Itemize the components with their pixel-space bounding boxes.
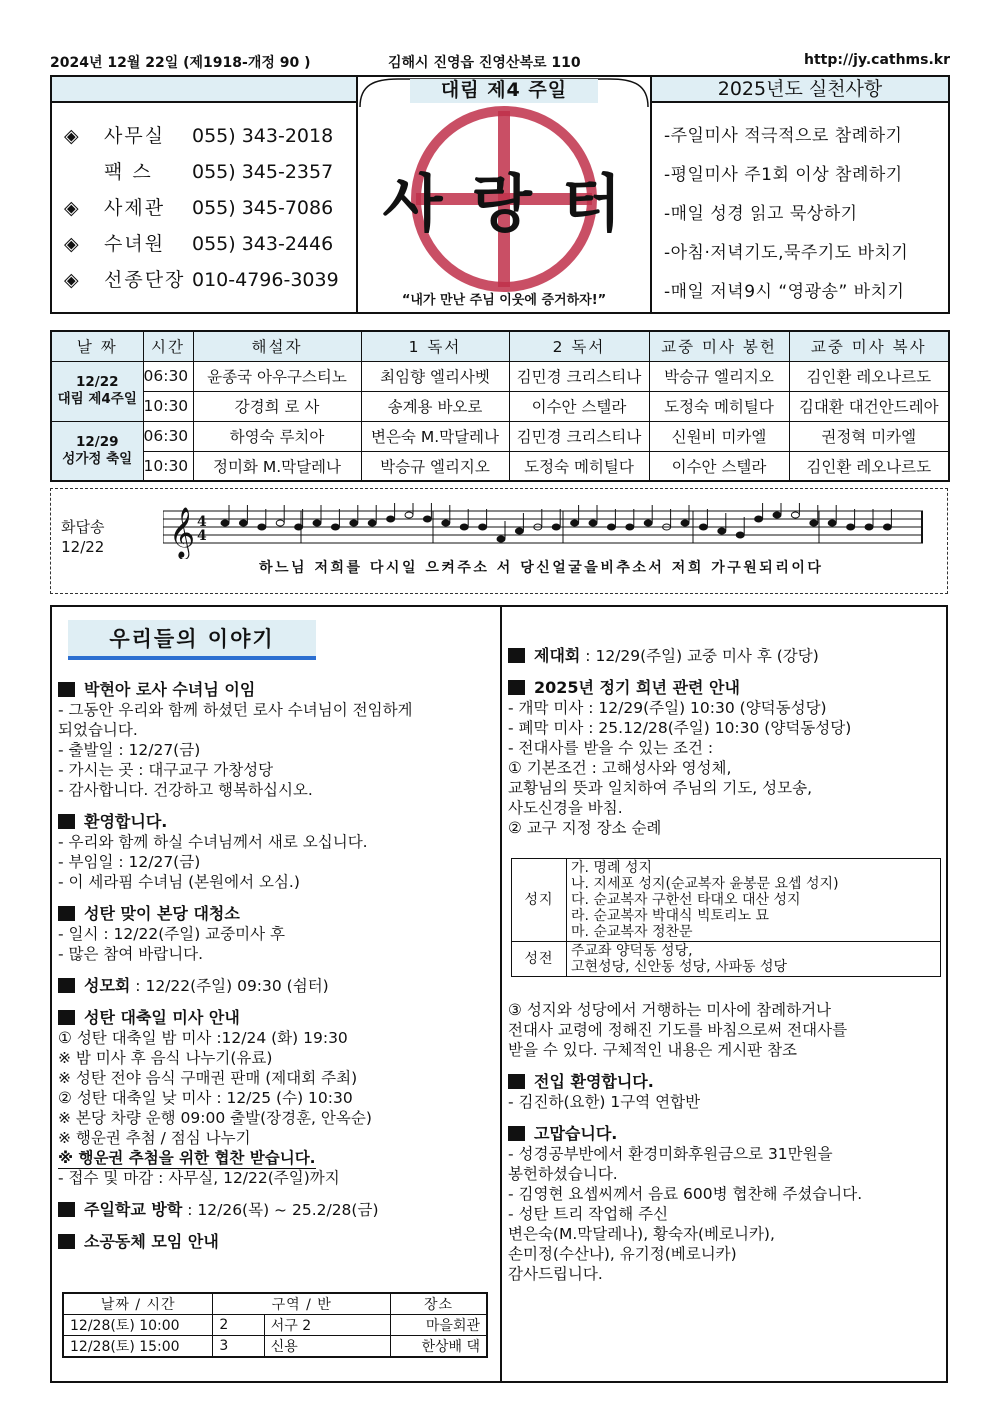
psalm-label <box>61 517 104 557</box>
heading-text: 고맙습니다. <box>534 1124 618 1143</box>
music-note <box>773 512 781 518</box>
story-line: - 개막 미사 : 12/29(주일) 10:30 (양덕동성당) <box>508 699 827 717</box>
story-line: ※ 성탄 전야 음식 구매권 판매 (제대회 주최) <box>58 1069 358 1087</box>
story-line: - 부임일 : 12/27(금) <box>58 853 201 871</box>
music-note <box>423 516 431 522</box>
heading-text: 성모회 <box>84 976 131 995</box>
story-line: 변은숙(M.막달레나), 황숙자(베로니카), <box>508 1225 775 1243</box>
story-line: - 우리와 함께 하실 수녀님께서 새로 오십니다. <box>58 833 368 851</box>
contact-bullet: ◈ <box>64 125 79 147</box>
practice-item: -주일미사 적극적으로 참례하기 <box>664 126 903 146</box>
music-note <box>368 520 376 526</box>
schedule-time: 10:30 <box>143 451 193 481</box>
parish-url[interactable]: http://jy.cathms.kr <box>803 52 950 68</box>
music-note <box>607 524 615 530</box>
psalm-staff <box>163 503 923 559</box>
music-note <box>571 520 579 526</box>
contact-phone: 055) 343-2018 <box>192 125 334 147</box>
story-line: ※ 본당 차량 운행 09:00 출발(장경훈, 안옥순) <box>58 1109 372 1127</box>
schedule-row <box>51 361 949 391</box>
heading-text: 성탄 대축일 미사 안내 <box>84 1008 240 1027</box>
music-note <box>810 520 818 526</box>
story-heading <box>508 646 819 666</box>
pilgrimage-row <box>512 942 941 977</box>
schedule-header: 해설자 <box>193 331 361 361</box>
story-line: 사도신경을 바침. <box>508 799 623 817</box>
group-table-cell: 2 <box>213 1315 264 1336</box>
practice-title: 2025년도 실천사항 <box>652 77 948 103</box>
music-note <box>699 524 707 530</box>
story-line: - 감사합니다. 건강하고 행복하십시오. <box>58 781 313 799</box>
music-note <box>350 520 358 526</box>
schedule-date-day: 12/29 <box>75 433 119 450</box>
masthead <box>358 75 650 314</box>
music-note <box>387 516 395 522</box>
music-note <box>313 520 321 526</box>
story-line: - 그동안 우리와 함께 하셨던 로사 수녀님이 전임하게 <box>58 701 413 719</box>
pilgrimage-place: 나. 지세포 성지(순교복자 윤봉문 요셉 성지) <box>571 876 839 892</box>
heading-text: 박현아 로사 수녀님 이임 <box>84 680 256 699</box>
svg-text:𝄞: 𝄞 <box>169 507 196 558</box>
music-note <box>331 524 339 530</box>
pilgrimage-place: 고현성당, 신안동 성당, 사파동 성당 <box>571 959 788 975</box>
heading-square-icon <box>58 1234 75 1249</box>
story-heading <box>58 976 329 996</box>
music-note <box>681 520 689 526</box>
practice-item: -아침·저녁기도,묵주기도 바치기 <box>664 243 909 263</box>
heading-square-icon <box>58 1202 75 1217</box>
heading-square-icon <box>58 1010 75 1025</box>
music-note <box>405 512 413 518</box>
schedule-header: 1 독서 <box>361 331 509 361</box>
contact-bullet: ◈ <box>64 197 79 219</box>
schedule-cell: 윤종국 아우구스티노 <box>193 361 361 391</box>
music-note <box>828 520 836 526</box>
story-line: - 가시는 곳 : 대구교구 가창성당 <box>58 761 274 779</box>
story-heading <box>58 1232 219 1252</box>
music-note <box>626 524 634 530</box>
schedule-header: 날 짜 <box>51 331 143 361</box>
pilgrimage-place: 다. 순교복자 구한선 타대오 대산 성지 <box>571 892 801 908</box>
group-table-header: 구역 / 반 <box>213 1293 391 1315</box>
schedule-row <box>51 391 949 421</box>
heading-square-icon <box>58 682 75 697</box>
sunday-title: 대림 제4 주일 <box>440 79 568 101</box>
schedule-time: 10:30 <box>143 391 193 421</box>
music-note <box>755 516 763 522</box>
heading-text: 제대회 <box>534 646 581 665</box>
top-info-line <box>50 50 950 72</box>
pilgrimage-sites-table <box>511 858 941 977</box>
contact-bullet: ◈ <box>64 233 79 255</box>
newsletter-motto: “내가 만난 주님 이웃에 증거하자!” <box>401 293 607 308</box>
group-table-cell: 신용 <box>264 1336 390 1358</box>
schedule-cell: 신원비 미카엘 <box>649 421 789 451</box>
group-table-cell: 서구 2 <box>264 1315 390 1336</box>
schedule-cell: 변은숙 M.막달레나 <box>361 421 509 451</box>
group-table-row <box>63 1315 487 1336</box>
music-note <box>239 520 247 526</box>
heading-text: 전입 환영합니다. <box>534 1072 654 1091</box>
schedule-row <box>51 451 949 481</box>
story-line: - 성탄 트리 작업해 주신 <box>508 1205 669 1223</box>
pilgrimage-type: 성지 <box>512 859 567 942</box>
contact-label: 수녀원 <box>104 233 166 255</box>
schedule-cell: 이수안 스텔라 <box>649 451 789 481</box>
story-line: ※ 행운권 추첨을 위한 협찬 받습니다. <box>58 1149 316 1167</box>
issue-date: 2024년 12월 22일 (제1918-개정 90 ) <box>50 55 311 71</box>
music-note <box>644 520 652 526</box>
contact-label: 팩 스 <box>104 161 153 183</box>
contact-row <box>64 121 333 148</box>
practice-item: -매일 성경 읽고 묵상하기 <box>664 204 858 224</box>
heading-square-icon <box>58 906 75 921</box>
music-note <box>883 524 891 530</box>
schedule-cell: 도정숙 메히틸다 <box>649 391 789 421</box>
heading-detail: : 12/26(목) ~ 25.2/28(금) <box>182 1201 379 1219</box>
schedule-header: 교중 미사 복사 <box>789 331 949 361</box>
story-line: - 출발일 : 12/27(금) <box>58 741 201 759</box>
story-line: 받을 수 있다. 구체적인 내용은 게시판 참조 <box>508 1041 798 1059</box>
contact-box-bar <box>52 77 356 103</box>
schedule-date <box>51 421 143 481</box>
schedule-date-feast: 성가정 축일 <box>62 450 133 467</box>
contact-phone: 055) 345-2357 <box>192 161 334 183</box>
group-table-cell: 3 <box>213 1336 264 1358</box>
story-line: ① 기본조건 : 고해성사와 영성체, <box>508 759 732 777</box>
contact-row <box>64 193 333 220</box>
music-note <box>258 524 266 530</box>
story-heading <box>58 680 255 700</box>
story-line: ② 성탄 대축일 낮 미사 : 12/25 (수) 10:30 <box>58 1089 353 1107</box>
heading-square-icon <box>58 978 75 993</box>
schedule-cell: 송계용 바오로 <box>361 391 509 421</box>
music-note <box>479 524 487 530</box>
schedule-header: 교중 미사 봉헌 <box>649 331 789 361</box>
contact-row <box>64 265 339 292</box>
pilgrimage-row <box>512 859 941 942</box>
ministry-schedule-table <box>50 330 950 482</box>
schedule-cell: 박승규 엘리지오 <box>361 451 509 481</box>
contact-phone: 010-4796-3039 <box>192 269 339 291</box>
schedule-row <box>51 421 949 451</box>
schedule-cell: 권정혁 미카엘 <box>789 421 949 451</box>
schedule-date <box>51 361 143 421</box>
schedule-cell: 강경희 로 사 <box>193 391 361 421</box>
schedule-time: 06:30 <box>143 361 193 391</box>
svg-text:4: 4 <box>197 514 207 530</box>
heading-text: 환영합니다. <box>84 812 168 831</box>
group-table-row <box>63 1336 487 1358</box>
schedule-header: 시간 <box>143 331 193 361</box>
group-table-cell: 마을회관 <box>391 1315 487 1336</box>
psalm-lyrics: 하느님 저희를 다시일 으켜주소 서 당신얼굴을비추소서 저희 가구원되리이다 <box>259 560 824 576</box>
group-table-header: 장소 <box>391 1293 487 1315</box>
heading-text: 2025년 정기 희년 관련 안내 <box>534 678 740 697</box>
music-note <box>552 524 560 530</box>
story-line: ※ 밤 미사 후 음식 나누기(유료) <box>58 1049 273 1067</box>
schedule-time: 06:30 <box>143 421 193 451</box>
schedule-header: 2 독서 <box>509 331 649 361</box>
pilgrimage-places <box>567 859 941 942</box>
svg-text:4: 4 <box>197 528 207 544</box>
music-note <box>221 520 229 526</box>
parish-address: 김해시 진영읍 진영산복로 110 <box>388 55 581 71</box>
stories-title: 우리들의 이야기 <box>68 620 316 660</box>
schedule-cell: 김인환 레오나르도 <box>789 361 949 391</box>
music-note <box>497 536 505 542</box>
heading-text: 소공동체 모임 안내 <box>84 1232 219 1251</box>
story-line: - 김영현 요셉씨께서 음료 600병 협찬해 주셨습니다. <box>508 1185 863 1203</box>
column-divider <box>500 605 502 1383</box>
story-line: ※ 행운권 추첨 / 점심 나누기 <box>58 1129 251 1147</box>
pilgrimage-place: 주교좌 양덕동 성당, <box>571 943 693 959</box>
schedule-cell: 이수안 스텔라 <box>509 391 649 421</box>
music-note <box>442 520 450 526</box>
group-table-cell: 12/28(토) 15:00 <box>63 1336 213 1358</box>
story-heading <box>58 812 167 832</box>
schedule-cell: 김민경 크리스티나 <box>509 361 649 391</box>
schedule-cell: 정미화 M.막달레나 <box>193 451 361 481</box>
pilgrimage-type: 성전 <box>512 942 567 977</box>
practice-box <box>650 75 950 314</box>
story-heading <box>508 678 740 698</box>
group-table-cell: 한상배 댁 <box>391 1336 487 1358</box>
heading-square-icon <box>508 680 525 695</box>
music-note <box>515 528 523 534</box>
heading-square-icon <box>58 814 75 829</box>
practice-item: -매일 저녁9시 “영광송” 바치기 <box>664 282 905 302</box>
story-line: 손미정(수산나), 유기정(베로니카) <box>508 1245 737 1263</box>
psalm-label-date: 12/22 <box>61 538 105 556</box>
music-note <box>736 532 744 538</box>
group-table-header: 날짜 / 시간 <box>63 1293 213 1315</box>
story-line: - 성경공부반에서 환경미화후원금으로 31만원을 <box>508 1145 833 1163</box>
newsletter-name: 사 랑 터 <box>382 167 626 240</box>
practice-item: -평일미사 주1회 이상 참례하기 <box>664 165 903 185</box>
music-note <box>865 524 873 530</box>
heading-text: 주일학교 방학 <box>84 1200 183 1219</box>
pilgrimage-place: 가. 명례 성지 <box>571 860 652 876</box>
story-line: 되었습니다. <box>58 721 138 739</box>
contact-label: 사제관 <box>104 197 166 219</box>
story-line: ② 교구 지정 장소 순례 <box>508 819 662 837</box>
story-line: 전대사 교령에 정해진 기도를 바침으로써 전대사를 <box>508 1021 848 1039</box>
story-line: - 이 세라핌 수녀님 (본원에서 오심.) <box>58 873 300 891</box>
schedule-date-day: 12/22 <box>75 374 119 390</box>
story-heading <box>58 1008 240 1028</box>
music-note <box>791 512 799 518</box>
story-line: - 김진하(요한) 1구역 연합반 <box>508 1093 701 1111</box>
psalm-box <box>50 488 948 594</box>
heading-square-icon <box>508 1074 525 1089</box>
schedule-date-feast: 대림 제4주일 <box>57 391 137 407</box>
pilgrimage-places <box>567 942 941 977</box>
small-community-table <box>62 1292 488 1358</box>
music-note <box>847 524 855 530</box>
music-note <box>460 524 468 530</box>
story-line: 봉헌하셨습니다. <box>508 1165 618 1183</box>
heading-detail: : 12/22(주일) 09:30 (쉼터) <box>130 977 329 995</box>
contact-label: 선종단장 <box>104 269 186 291</box>
story-heading <box>508 1072 654 1092</box>
story-line: - 많은 참여 바랍니다. <box>58 945 204 963</box>
heading-detail: : 12/29(주일) 교중 미사 후 (강당) <box>580 647 819 665</box>
story-line: - 일시 : 12/22(주일) 교중미사 후 <box>58 925 285 943</box>
pilgrimage-place: 마. 순교복자 정찬문 <box>571 924 693 940</box>
story-line: 교황님의 뜻과 일치하여 주님의 기도, 성모송, <box>508 779 813 797</box>
contact-phone: 055) 345-7086 <box>192 197 334 219</box>
story-line: - 폐막 미사 : 25.12/28(주일) 10:30 (양덕동성당) <box>508 719 852 737</box>
contact-row <box>64 229 333 256</box>
music-note <box>718 528 726 534</box>
schedule-cell: 김대환 대건안드레아 <box>789 391 949 421</box>
heading-square-icon <box>508 648 525 663</box>
story-heading <box>58 1200 379 1220</box>
schedule-cell: 하영숙 루치아 <box>193 421 361 451</box>
schedule-cell: 최임향 엘리사벳 <box>361 361 509 391</box>
music-note <box>589 520 597 526</box>
contact-row <box>64 157 333 184</box>
schedule-cell: 김인환 레오나르도 <box>789 451 949 481</box>
contact-phone: 055) 343-2446 <box>192 233 334 255</box>
story-line: - 전대사를 받을 수 있는 조건 : <box>508 739 714 757</box>
schedule-cell: 김민경 크리스티나 <box>509 421 649 451</box>
schedule-cell: 박승규 엘리지오 <box>649 361 789 391</box>
psalm-label-title: 화답송 <box>61 518 105 536</box>
story-heading <box>508 1124 617 1144</box>
story-line: ③ 성지와 성당에서 거행하는 미사에 참례하거나 <box>508 1001 832 1019</box>
story-line: ① 성탄 대축일 밤 미사 :12/24 (화) 19:30 <box>58 1029 348 1047</box>
schedule-cell: 도정숙 메히틸다 <box>509 451 649 481</box>
contact-label: 사무실 <box>104 125 166 147</box>
group-table-cell: 12/28(토) 10:00 <box>63 1315 213 1336</box>
pilgrimage-place: 라. 순교복자 박대식 빅토리노 묘 <box>571 908 770 924</box>
story-heading <box>58 904 240 924</box>
heading-square-icon <box>508 1126 525 1141</box>
contact-bullet: ◈ <box>64 269 79 291</box>
story-line: - 접수 및 마감 : 사무실, 12/22(주일)까지 <box>58 1169 340 1187</box>
music-note <box>276 520 284 526</box>
contact-box <box>50 75 358 314</box>
story-line: 감사드립니다. <box>508 1265 603 1283</box>
heading-text: 성탄 맞이 본당 대청소 <box>84 904 240 923</box>
